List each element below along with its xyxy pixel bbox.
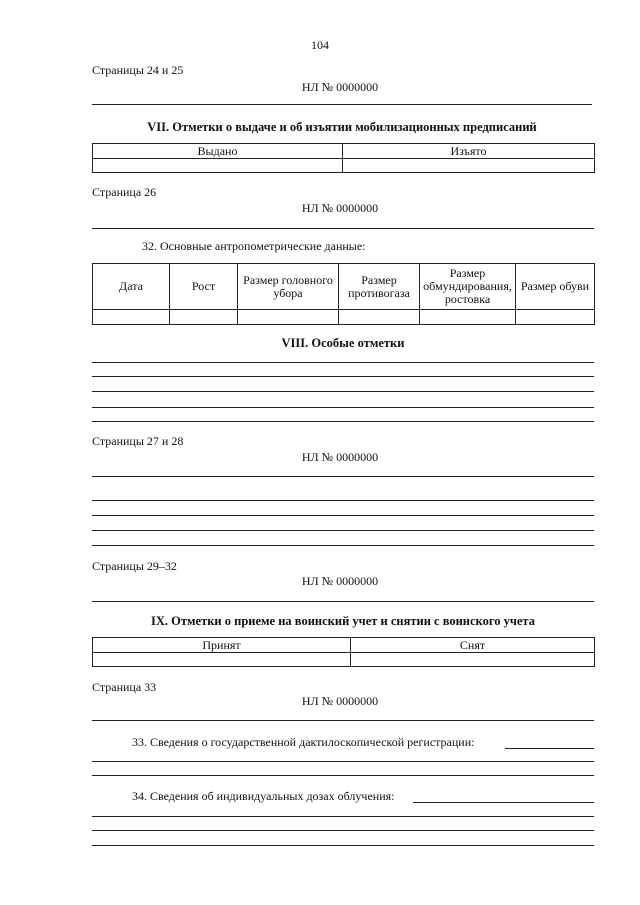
item-33-title: 33. Сведения о государственной дактилоскопической регистрации: xyxy=(132,735,475,749)
writing-line[interactable] xyxy=(92,830,594,831)
divider-line xyxy=(92,104,592,105)
section-9-title: IX. Отметки о приеме на воинский учет и снятии с воинского учета xyxy=(151,614,535,628)
table-cell[interactable] xyxy=(93,159,343,173)
section-8-title: VIII. Особые отметки xyxy=(281,336,405,350)
writing-line[interactable] xyxy=(92,362,594,363)
divider-line xyxy=(92,720,594,721)
column-header-headwear-size: Размер головного убора xyxy=(238,264,339,310)
table-cell[interactable] xyxy=(93,310,170,325)
writing-line[interactable] xyxy=(92,545,594,546)
writing-line[interactable] xyxy=(92,407,594,408)
pages-label: Страницы 24 и 25 xyxy=(92,63,184,77)
pages-label: Страницы 29–32 xyxy=(92,559,177,573)
pages-label: Страница 26 xyxy=(92,185,157,199)
page-number: 104 xyxy=(311,38,329,52)
nl-number: НЛ № 0000000 xyxy=(301,694,379,708)
divider-line xyxy=(92,476,594,477)
column-header-height: Рост xyxy=(170,264,238,310)
writing-line[interactable] xyxy=(92,500,594,501)
writing-line[interactable] xyxy=(92,845,594,846)
column-header-gas-mask-size: Размер противогаза xyxy=(339,264,420,310)
table-cell[interactable] xyxy=(93,653,351,667)
nl-number: НЛ № 0000000 xyxy=(301,574,379,588)
divider-line xyxy=(92,228,594,229)
fill-line[interactable] xyxy=(413,802,594,803)
column-header-withdrawn: Изъято xyxy=(343,144,595,159)
column-header-date: Дата xyxy=(93,264,170,310)
pages-label: Страницы 27 и 28 xyxy=(92,434,184,448)
writing-line[interactable] xyxy=(92,530,594,531)
writing-line[interactable] xyxy=(92,391,594,392)
writing-line[interactable] xyxy=(92,761,594,762)
divider-line xyxy=(92,601,594,602)
writing-line[interactable] xyxy=(92,515,594,516)
column-header-registered: Принят xyxy=(93,638,351,653)
table-cell[interactable] xyxy=(238,310,339,325)
writing-line[interactable] xyxy=(92,775,594,776)
section-9-table xyxy=(92,637,595,667)
table-cell[interactable] xyxy=(343,159,595,173)
table-cell[interactable] xyxy=(339,310,420,325)
pages-label: Страница 33 xyxy=(92,680,157,694)
writing-line[interactable] xyxy=(92,816,594,817)
nl-number: НЛ № 0000000 xyxy=(301,80,379,94)
table-cell[interactable] xyxy=(516,310,595,325)
section-7-table xyxy=(92,143,595,173)
anthropometric-table xyxy=(92,263,595,325)
section-7-title: VII. Отметки о выдаче и об изъятии мобилизационных предписаний xyxy=(147,120,537,134)
writing-line[interactable] xyxy=(92,421,594,422)
table-cell[interactable] xyxy=(170,310,238,325)
column-header-issued: Выдано xyxy=(93,144,343,159)
fill-line[interactable] xyxy=(505,748,594,749)
writing-line[interactable] xyxy=(92,376,594,377)
column-header-deregistered: Снят xyxy=(351,638,595,653)
item-32-title: 32. Основные антропометрические данные: xyxy=(142,239,366,253)
column-header-uniform-size: Размер обмундирования, ростовка xyxy=(420,264,516,310)
column-header-shoe-size: Размер обуви xyxy=(516,264,595,310)
table-cell[interactable] xyxy=(351,653,595,667)
nl-number: НЛ № 0000000 xyxy=(301,450,379,464)
nl-number: НЛ № 0000000 xyxy=(301,201,379,215)
table-cell[interactable] xyxy=(420,310,516,325)
item-34-title: 34. Сведения об индивидуальных дозах облучения: xyxy=(132,789,395,803)
